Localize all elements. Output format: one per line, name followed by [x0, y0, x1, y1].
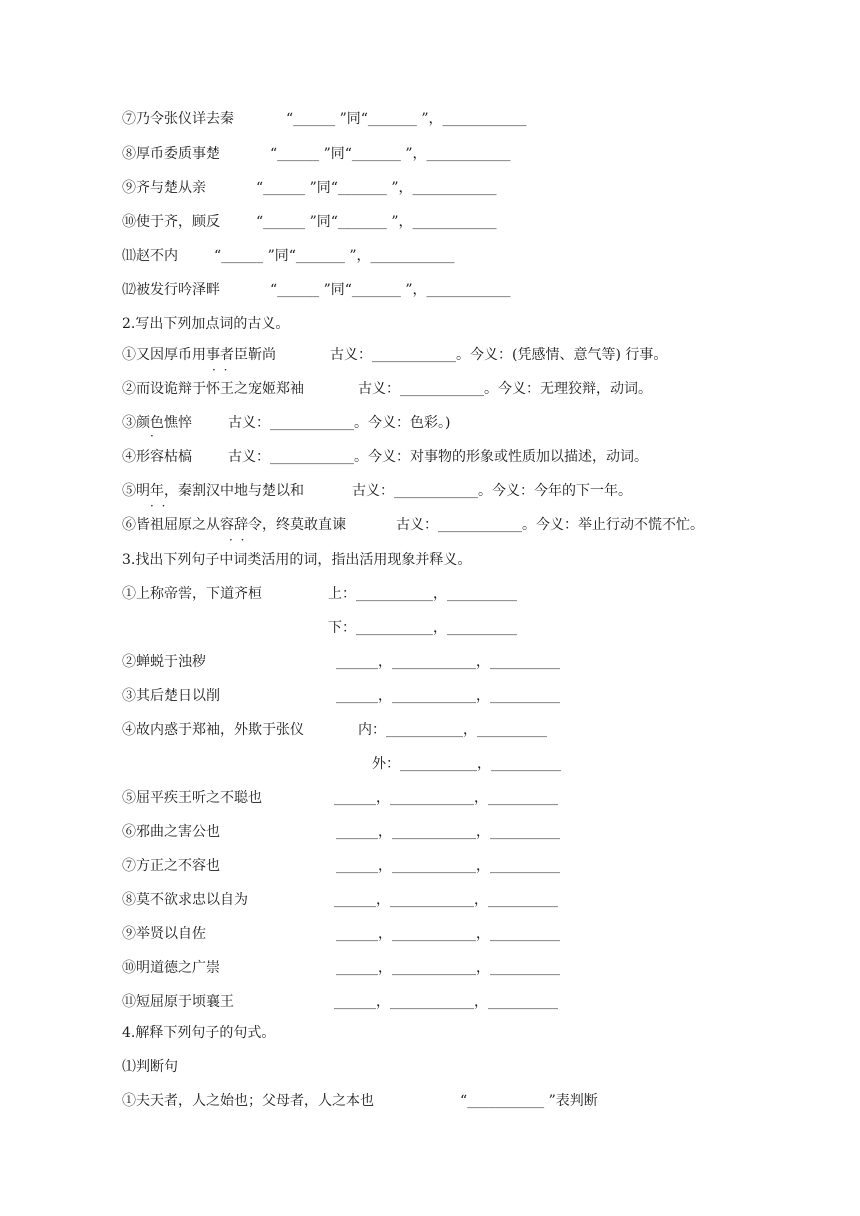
fill-blank[interactable]: “______ ”同“_______ ”，____________: [270, 282, 511, 298]
item-label: ①夫天者，人之始也；父母者，人之本也: [122, 1093, 374, 1109]
item-label: ①又因厚币用事者臣靳尚: [122, 347, 276, 363]
emphasis-dots: · ·: [150, 499, 168, 513]
fill-blank[interactable]: ______，____________，__________: [334, 994, 558, 1010]
sub-heading: ⑴判断句: [122, 1059, 178, 1075]
item-label: ⑤明年，秦割汉中地与楚以和: [122, 483, 304, 499]
fill-blank[interactable]: ______，____________，__________: [336, 688, 560, 704]
fill-blank[interactable]: “______ ”同“_______ ”，____________: [256, 180, 497, 196]
item-label: ⑧莫不欲求忠以自为: [122, 892, 248, 908]
item-label: ④故内惑于郑袖，外欺于张仪: [122, 722, 304, 738]
fill-blank[interactable]: “___________ ”表判断: [460, 1093, 598, 1109]
item-label: ⑥皆祖屈原之从容辞令，终莫敢直谏: [122, 517, 346, 533]
fill-blank[interactable]: ______，____________，__________: [336, 654, 560, 670]
item-label: ②蝉蜕于浊秽: [122, 654, 206, 670]
item-label: ④形容枯槁: [122, 449, 192, 465]
item-label: ⑿被发行吟泽畔: [122, 282, 220, 298]
emphasis-dots: · ·: [212, 363, 230, 377]
section-heading: 4.解释下列句子的句式。: [122, 1025, 276, 1041]
emphasis-dots: ·: [150, 429, 156, 443]
fill-blank[interactable]: 下：___________，__________: [328, 620, 517, 636]
fill-blank[interactable]: 古义：____________。今义：(凭感情、意气等) 行事。: [330, 347, 668, 363]
item-label: ⑦乃令张仪详去秦: [122, 111, 234, 127]
item-label: ⑪短屈原于顷襄王: [122, 994, 234, 1010]
item-label: ⑥邪曲之害公也: [122, 824, 220, 840]
fill-blank[interactable]: 古义：____________。今义：今年的下一年。: [352, 483, 632, 499]
item-label: ⑤屈平疾王听之不聪也: [122, 790, 262, 806]
emphasis-dots: · ·: [229, 533, 247, 547]
fill-blank[interactable]: ______，____________，__________: [336, 858, 560, 874]
section-heading: 3.找出下列句子中词类活用的词，指出活用现象并释义。: [122, 552, 472, 568]
item-label: ⑩使于齐，顾反: [122, 214, 220, 230]
item-label: ①上称帝喾，下道齐桓: [122, 586, 262, 602]
fill-blank[interactable]: 古义：____________。今义：举止行动不慌不忙。: [396, 517, 704, 533]
fill-blank[interactable]: “______ ”同“_______ ”，____________: [270, 146, 511, 162]
fill-blank[interactable]: 内：___________，__________: [358, 722, 547, 738]
fill-blank[interactable]: ______，____________，__________: [336, 960, 560, 976]
fill-blank[interactable]: ______，____________，__________: [336, 926, 560, 942]
fill-blank[interactable]: “______ ”同“_______ ”，____________: [256, 214, 497, 230]
fill-blank[interactable]: 古义：____________。今义：无理狡辩，动词。: [358, 381, 652, 397]
item-label: ③颜色憔悴: [122, 415, 192, 431]
item-label: ⑦方正之不容也: [122, 858, 220, 874]
section-heading: 2.写出下列加点词的古义。: [122, 316, 290, 332]
fill-blank[interactable]: “______ ”同“_______ ”，____________: [214, 248, 455, 264]
fill-blank[interactable]: ______，____________，__________: [334, 892, 558, 908]
item-label: ⑾赵不内: [122, 248, 178, 264]
item-label: ③其后楚日以削: [122, 688, 220, 704]
fill-blank[interactable]: “______ ”同“_______ ”，____________: [286, 111, 527, 127]
fill-blank[interactable]: 古义：____________。今义：色彩。): [228, 415, 451, 431]
item-label: ⑨举贤以自佐: [122, 926, 206, 942]
item-label: ⑨齐与楚从亲: [122, 180, 206, 196]
fill-blank[interactable]: 外：___________，__________: [372, 756, 561, 772]
item-label: ⑩明道德之广崇: [122, 960, 220, 976]
item-label: ⑧厚币委质事楚: [122, 146, 220, 162]
item-label: ②而设诡辩于怀王之宠姬郑袖: [122, 381, 304, 397]
fill-blank[interactable]: 上：___________，__________: [328, 586, 517, 602]
fill-blank[interactable]: ______，____________，__________: [334, 790, 558, 806]
fill-blank[interactable]: 古义：____________。今义：对事物的形象或性质加以描述，动词。: [228, 449, 648, 465]
fill-blank[interactable]: ______，____________，__________: [336, 824, 560, 840]
